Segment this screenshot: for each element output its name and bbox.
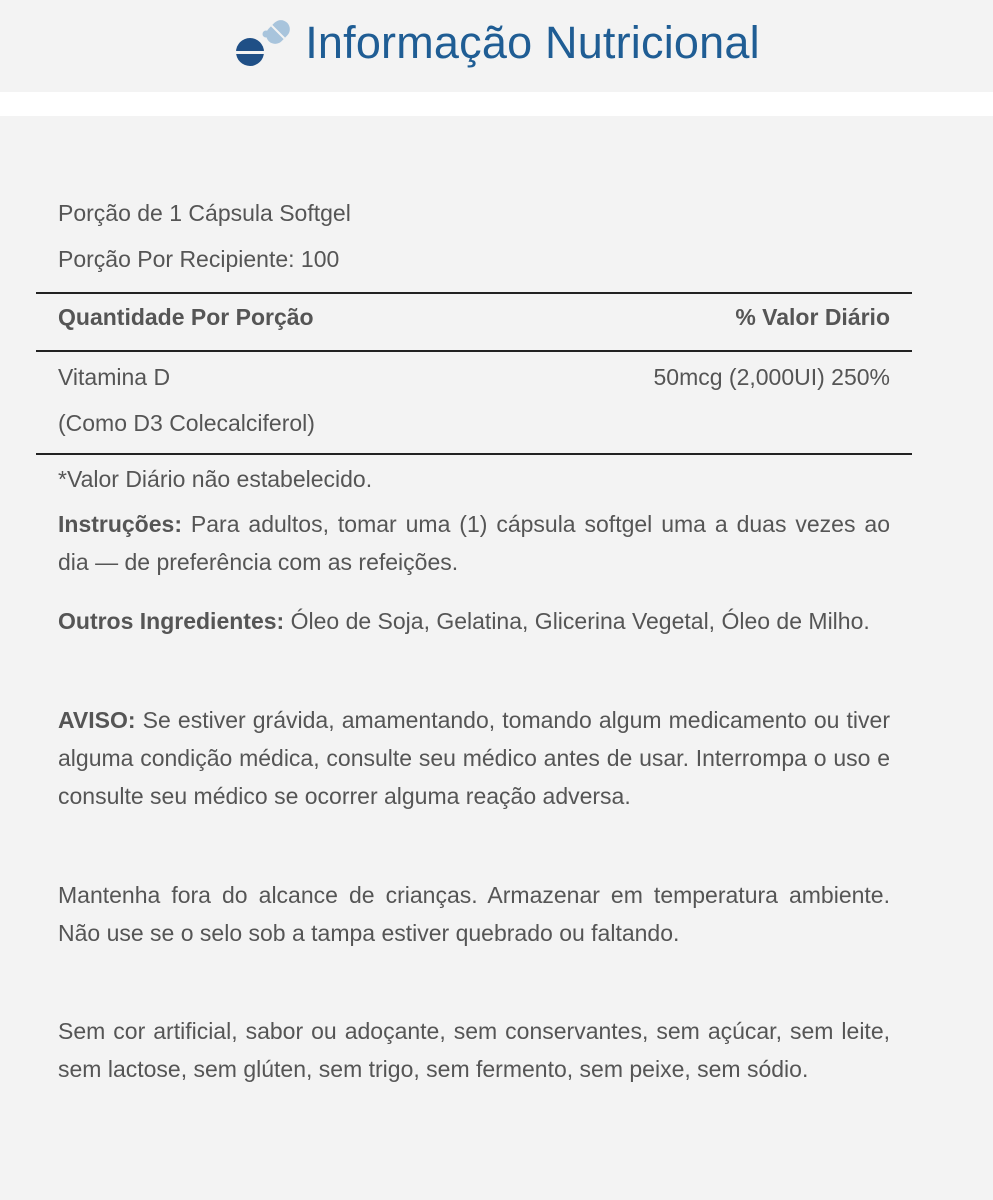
other-ingredients-label: Outros Ingredientes:: [58, 608, 285, 634]
table-row: [58, 410, 890, 437]
nutrient-name: Vitamina D: [58, 364, 171, 390]
header-inner: [233, 17, 760, 69]
instructions-label: Instruções:: [58, 511, 182, 537]
free-from-paragraph: Sem cor artificial, sabor ou adoçante, sem conservantes, sem açúcar, sem leite, sem lactose, sem glúten, sem trigo, sem fermento, sem peixe, sem sódio.: [58, 1018, 890, 1082]
servings-per-container: Porção Por Recipiente: 100: [58, 246, 340, 272]
amount-per-serving-header: Quantidade Por Porção: [58, 304, 314, 330]
daily-value-header: % Valor Diário: [735, 304, 890, 330]
header-separator: [0, 92, 993, 117]
table-top-rule: [36, 292, 912, 294]
instructions-paragraph: [58, 505, 890, 581]
storage-paragraph: Mantenha fora do alcance de crianças. Armazenar em temperatura ambiente. Não use se o selo sob a tampa estiver quebrado ou faltando.: [58, 882, 890, 946]
table-header-rule: [36, 350, 912, 352]
page-title: Informação Nutricional: [305, 17, 760, 68]
other-ingredients-paragraph: [58, 602, 890, 640]
pills-icon: [233, 18, 293, 68]
nutrient-name: (Como D3 Colecalciferol): [58, 410, 315, 436]
other-ingredients-text: Óleo de Soja, Gelatina, Glicerina Vegetal, Óleo de Milho.: [284, 608, 870, 634]
warning-text: Se estiver grávida, amamentando, tomando algum medicamento ou tiver alguma condição médica, consulte seu médico antes de usar. Interrompa o uso e consulte seu médico se ocorrer alguma reação adversa.: [58, 707, 890, 809]
instructions-text: Para adultos, tomar uma (1) cápsula softgel uma a duas vezes ao dia — de preferência com as refeições.: [58, 511, 890, 575]
header-bar: [0, 0, 993, 92]
serving-size: Porção de 1 Cápsula Softgel: [58, 200, 351, 226]
nutrition-panel: [0, 116, 993, 1200]
nutrient-value: 50mcg (2,000UI) 250%: [653, 364, 890, 390]
warning-paragraph: [58, 701, 890, 815]
warning-label: AVISO:: [58, 707, 136, 733]
table-row: [58, 364, 890, 391]
daily-value-footnote: *Valor Diário não estabelecido.: [58, 466, 373, 492]
table-header: [58, 304, 890, 331]
table-bottom-rule: [36, 453, 912, 455]
